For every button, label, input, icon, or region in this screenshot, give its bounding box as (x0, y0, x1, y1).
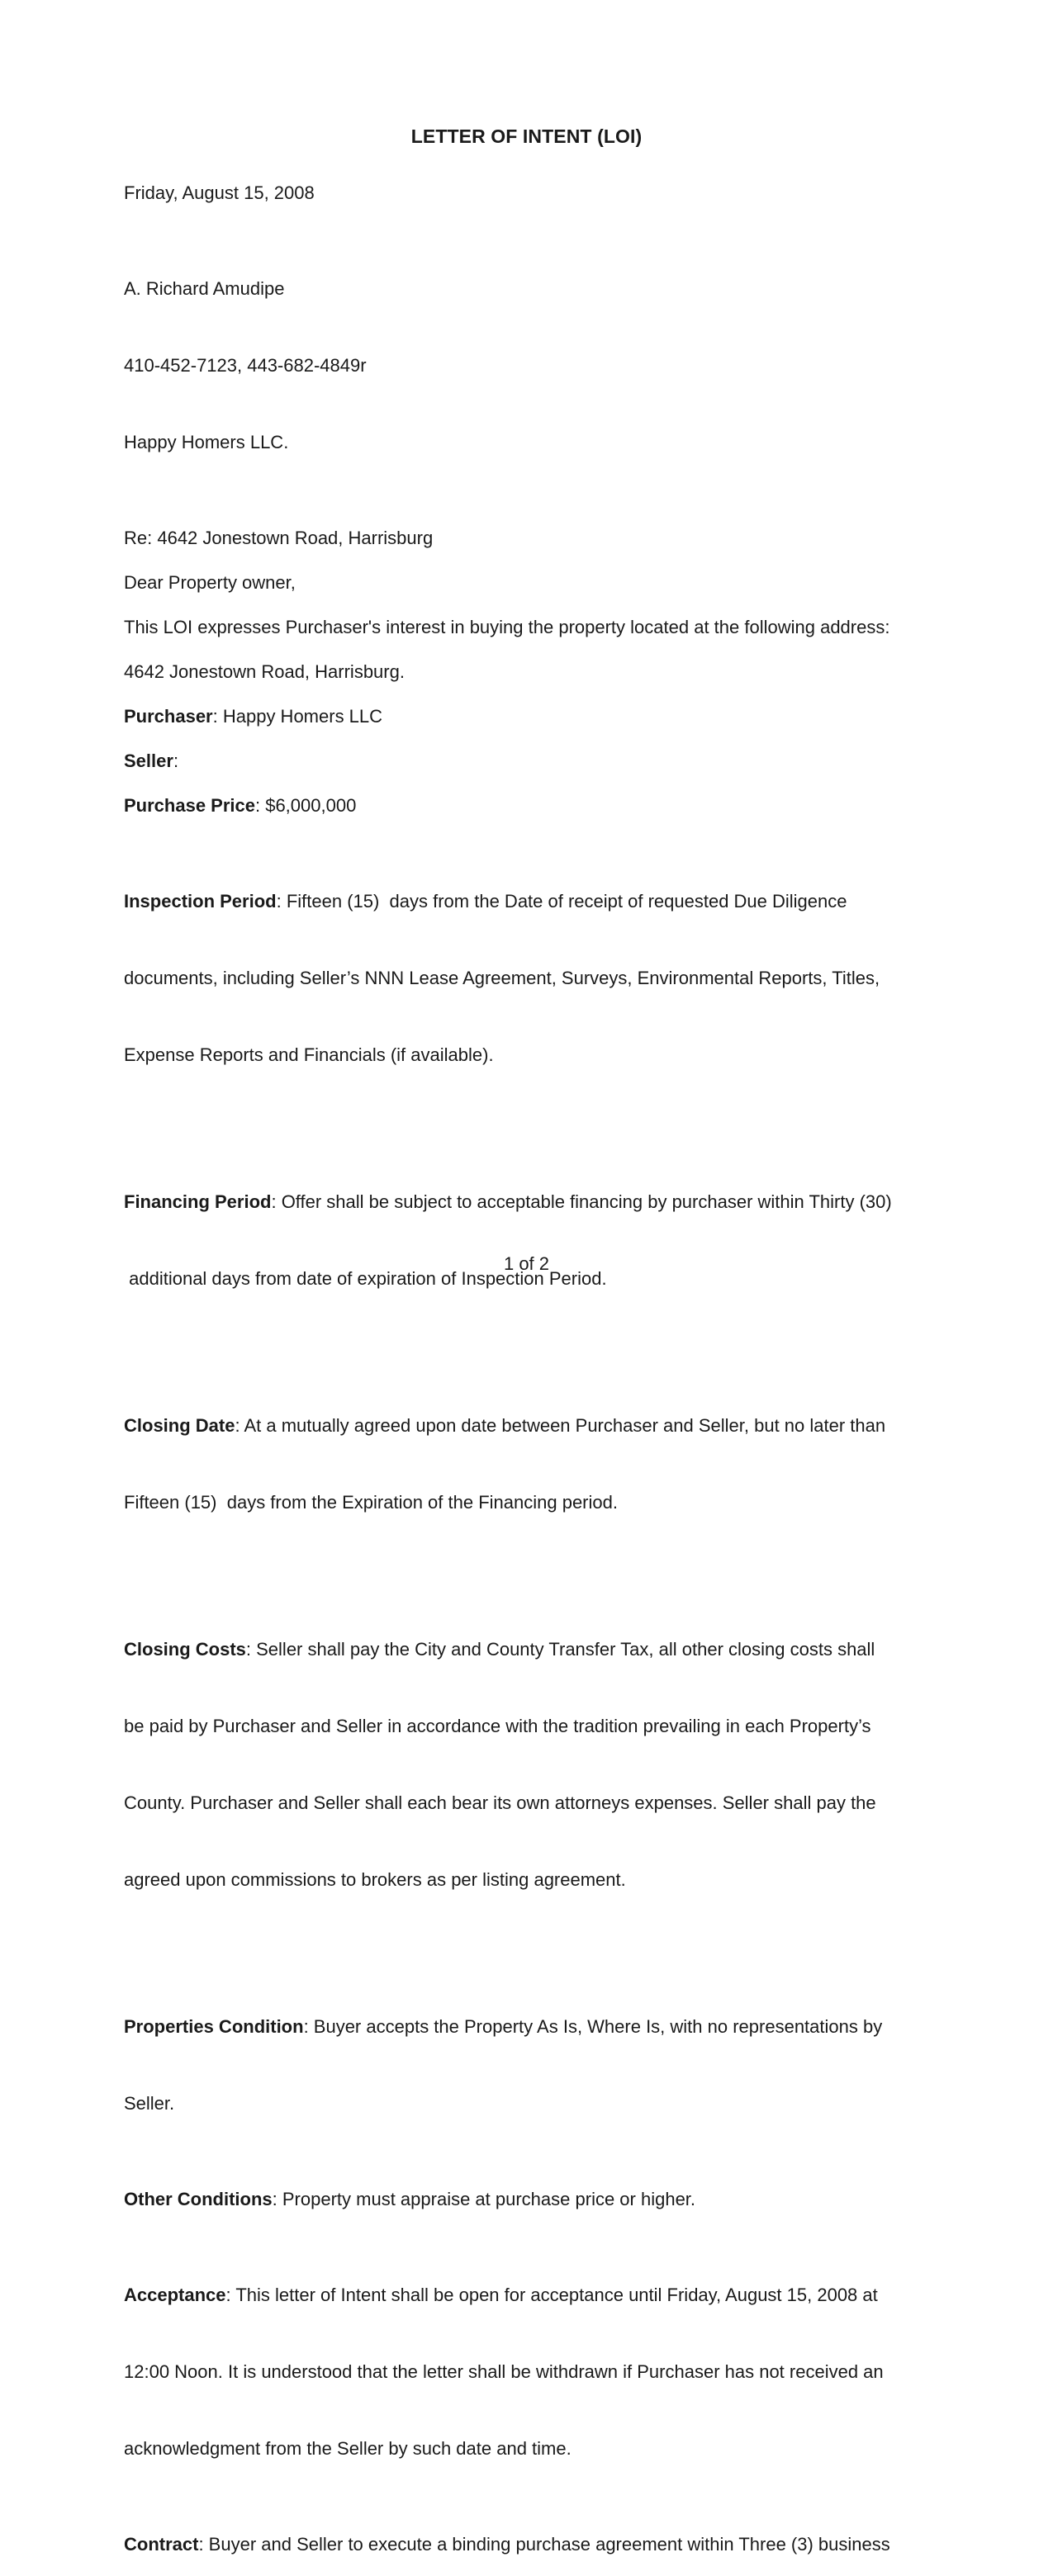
term-label: Other Conditions (124, 2189, 273, 2209)
re-line: Re: 4642 Jonestown Road, Harrisburg (124, 528, 434, 548)
term-line: Seller. (124, 2093, 175, 2114)
term-line (124, 2014, 933, 2039)
term-line: be paid by Purchaser and Seller in accordance with the tradition prevailing in each Property’s (124, 1716, 871, 1736)
term-financing-period (124, 1138, 933, 1342)
term-text: : Buyer accepts the Property As Is, Where Is, with no representations by (303, 2016, 883, 2037)
letter-date: Friday, August 15, 2008 (124, 182, 315, 203)
term-label: Closing Costs (124, 1639, 246, 1660)
term-line (124, 1189, 933, 1215)
term-label: Purchase Price (124, 795, 255, 816)
term-label: Acceptance (124, 2285, 226, 2305)
term-label: Contract (124, 2534, 199, 2555)
term-line (124, 2282, 933, 2308)
intro-paragraph: This LOI expresses Purchaser's interest in buying the property located at the following address: (124, 617, 890, 637)
sender-block (124, 225, 933, 506)
term-line: Fifteen (15) days from the Expiration of the Financing period. (124, 1492, 618, 1513)
salutation: Dear Property owner, (124, 572, 296, 593)
term-label: Seller (124, 751, 173, 771)
term-contract (124, 2531, 933, 2557)
term-label: Purchaser (124, 706, 213, 727)
term-line: acknowledgment from the Seller by such date and time. (124, 2438, 572, 2459)
document-title: LETTER OF INTENT (LOI) (410, 125, 643, 147)
term-label: Closing Date (124, 1415, 235, 1436)
term-purchaser (124, 703, 933, 729)
letter-body (124, 180, 933, 2576)
sender-phones: 410-452-7123, 443-682-4849r (124, 355, 367, 376)
term-text: : Seller shall pay the City and County Transfer Tax, all other closing costs shall (245, 1639, 875, 1660)
term-text: : This letter of Intent shall be open for acceptance until Friday, August 15, 2008 at (225, 2285, 878, 2305)
term-closing-date (124, 1361, 933, 1566)
term-text: : Fifteen (15) days from the Date of receipt of requested Due Diligence (276, 891, 847, 912)
term-line (124, 1413, 933, 1438)
term-text: : Property must appraise at purchase price or higher. (272, 2189, 696, 2209)
term-inspection-period (124, 837, 933, 1119)
term-label: Properties Condition (124, 2016, 304, 2037)
page-number: 1 of 2 (503, 1253, 550, 1274)
term-line (124, 1636, 933, 1662)
term-text: : $6,000,000 (254, 795, 357, 816)
sender-name: A. Richard Amudipe (124, 278, 285, 299)
term-purchase-price (124, 793, 933, 818)
term-line: Expense Reports and Financials (if available). (124, 1044, 494, 1065)
term-text: : At a mutually agreed upon date between Purchaser and Seller, but no later than (235, 1415, 886, 1436)
term-acceptance (124, 2231, 933, 2512)
term-line: documents, including Seller’s NNN Lease Agreement, Surveys, Environmental Reports, Titles, (124, 968, 880, 988)
term-line (124, 888, 933, 914)
term-text: : Offer shall be subject to acceptable financing by purchaser within Thirty (30) (271, 1191, 892, 1212)
term-text: : (173, 751, 179, 771)
sender-company: Happy Homers LLC. (124, 432, 289, 452)
term-closing-costs (124, 1585, 933, 1944)
term-line: County. Purchaser and Seller shall each bear its own attorneys expenses. Seller shall pay the (124, 1792, 876, 1813)
term-seller (124, 748, 933, 774)
term-text: : Happy Homers LLC (212, 706, 383, 727)
term-line: additional days from date of expiration of Inspection Period. (124, 1268, 607, 1289)
term-line: 12:00 Noon. It is understood that the letter shall be withdrawn if Purchaser has not received an (124, 2361, 884, 2382)
term-text: : Buyer and Seller to execute a binding purchase agreement within Three (3) business (198, 2534, 890, 2555)
term-other-conditions (124, 2186, 933, 2212)
term-label: Inspection Period (124, 891, 277, 912)
term-label: Financing Period (124, 1191, 272, 1212)
term-line: agreed upon commissions to brokers as per listing agreement. (124, 1869, 626, 1890)
property-address: 4642 Jonestown Road, Harrisburg. (124, 661, 405, 682)
term-properties-condition (124, 1963, 933, 2167)
